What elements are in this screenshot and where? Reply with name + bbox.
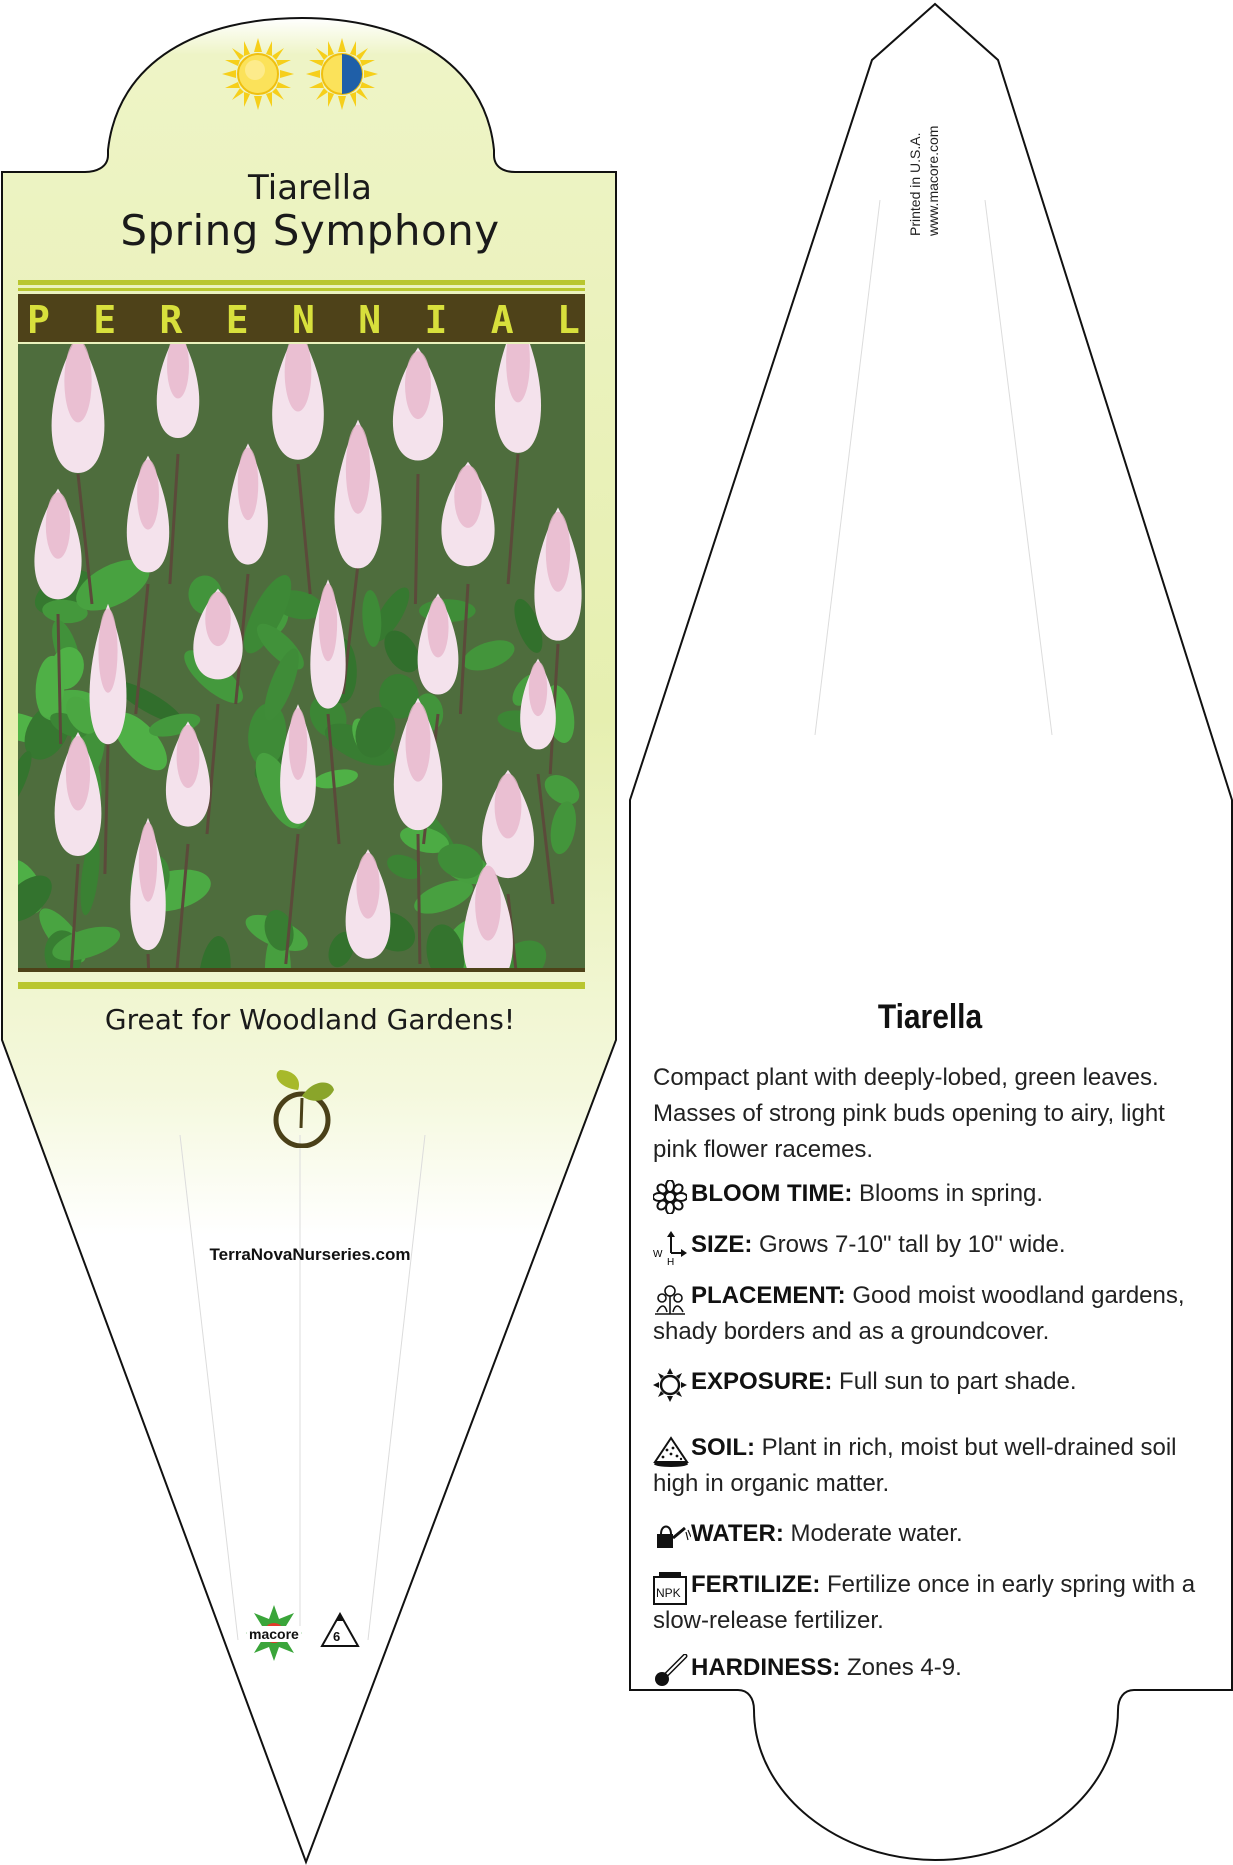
attribute-label: EXPOSURE: (691, 1368, 833, 1395)
part-shade-icon (306, 38, 378, 110)
soil-pile-icon (653, 1430, 691, 1466)
category-letter: E (225, 298, 249, 342)
attribute-value: Full sun to part shade. (832, 1368, 1077, 1395)
attribute-label: WATER: (691, 1520, 784, 1547)
watering-can-icon (653, 1516, 691, 1552)
sun-outline-icon (653, 1364, 691, 1400)
plant-genus: Tiarella (248, 168, 372, 208)
attribute-value: Zones 4-9. (840, 1654, 962, 1681)
placement-plants-icon (653, 1278, 691, 1314)
svg-text:NPK: NPK (656, 1586, 681, 1600)
category-letter: L (557, 298, 580, 342)
attribute-value: Good moist woodland gardens, shady borders and as a groundcover. (653, 1282, 1185, 1345)
website-url[interactable]: TerraNovaNurseries.com (209, 1245, 411, 1264)
attribute-row (653, 1516, 1213, 1552)
printed-line-2: www.macore.com (925, 125, 941, 236)
attribute-row (653, 1430, 1213, 1502)
attribute-row (653, 1278, 1213, 1350)
category-letter: R (159, 298, 183, 342)
attribute-label: SIZE: (691, 1231, 753, 1258)
full-sun-icon (222, 38, 294, 110)
attribute-row (653, 1227, 1213, 1263)
printed-line-1: Printed in U.S.A. (907, 132, 923, 236)
attribute-label: BLOOM TIME: (691, 1180, 853, 1207)
category-letter: I (424, 298, 448, 342)
attribute-value: Grows 7-10" tall by 10" wide. (752, 1231, 1066, 1258)
category-letter: N (292, 298, 315, 342)
svg-text:H: H (667, 1257, 675, 1265)
category-letter: E (93, 298, 117, 342)
category-letter: P (27, 298, 50, 342)
attribute-label: PLACEMENT: (691, 1282, 846, 1309)
attribute-label: FERTILIZE: (691, 1571, 821, 1598)
terra-nova-leaf-logo (268, 1068, 338, 1148)
top-accent-line-2 (18, 288, 585, 291)
attribute-row (653, 1176, 1213, 1212)
attribute-row (653, 1567, 1213, 1639)
attribute-value: Plant in rich, moist but well-drained soil high in organic matter. (653, 1434, 1177, 1497)
plant-photo (18, 344, 585, 968)
attribute-value: Fertilize once in early spring with a slow-release fertilizer. (653, 1571, 1196, 1634)
category-letter: N (358, 298, 382, 342)
exposure-icons (222, 38, 382, 118)
npk-fertilizer-icon (653, 1567, 691, 1603)
bottom-accent-line (18, 968, 585, 972)
recycle-code: 6 (333, 1629, 341, 1644)
attribute-value: Moderate water. (783, 1520, 963, 1547)
svg-text:W: W (653, 1249, 663, 1260)
thermometer-icon (653, 1650, 691, 1686)
printed-info (906, 126, 942, 236)
back-title: Tiarella (877, 998, 983, 1036)
attribute-label: HARDINESS: (691, 1654, 841, 1681)
bottom-accent-line-2 (18, 982, 585, 989)
tagline: Great for Woodland Gardens! (104, 1003, 516, 1036)
plant-description: Compact plant with deeply-lobed, green leaves. Masses of strong pink buds opening to airy, light pink flower racemes. (653, 1064, 1165, 1163)
attribute-row (653, 1364, 1213, 1400)
attribute-value: Blooms in spring. (852, 1180, 1044, 1207)
top-accent-line (18, 280, 585, 285)
size-arrows-icon (653, 1227, 691, 1263)
flower-icon (653, 1176, 691, 1212)
category-letter: A (490, 298, 514, 342)
attribute-label: SOIL: (691, 1434, 755, 1461)
plant-cultivar: Spring Symphony (120, 206, 500, 255)
macore-logo-text: macore (249, 1626, 299, 1642)
attribute-row (653, 1650, 1213, 1686)
